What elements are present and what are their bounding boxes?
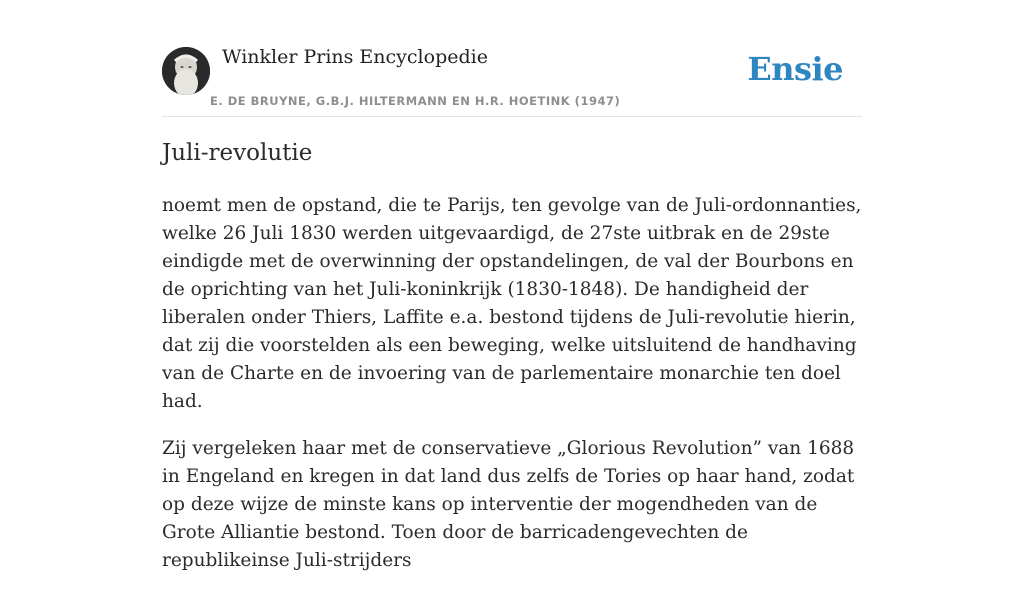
article-body	[162, 192, 862, 594]
book-title[interactable]: Winkler Prins Encyclopedie	[222, 46, 488, 68]
article-paragraph: noemt men de opstand, die te Parijs, ten gevolge van de Juli-ordonnanties, welke 26 Juli 1830 werden uitgevaardigd, de 27ste uitbrak en de 29ste eindigde met de overwinning der opstandelingen, de val der Bourbons en de oprichting van het Juli-koninkrijk (1830-1848). De handigheid der liberalen onder Thiers, Laffite e.a. bestond tijdens de Juli-revolutie hierin, dat zij die voorstelden als een beweging, welke uitsluitend de handhaving van de Charte en de invoering van de parlementaire monarchie ten doel had.	[162, 195, 862, 412]
portrait-image-icon	[162, 47, 210, 95]
ensie-logo[interactable]: Ensie	[747, 50, 843, 88]
book-authors: E. DE BRUYNE, G.B.J. HILTERMANN EN H.R. HOETINK (1947)	[210, 94, 621, 108]
author-portrait[interactable]	[162, 47, 210, 95]
article-paragraph: Zij vergeleken haar met de conservatieve „Glorious Revolution” van 1688 in Engeland en kregen in dat land dus zelfs de Tories op haar hand, zodat op deze wijze de minste kans op interventie der mogendheden van de Grote Alliantie bestond. Toen door de barricadengevechten de republikeinse Juli-strijders	[162, 438, 855, 571]
page-content	[162, 0, 862, 571]
article-title: Juli-revolutie	[162, 140, 313, 166]
site-header	[162, 0, 862, 117]
